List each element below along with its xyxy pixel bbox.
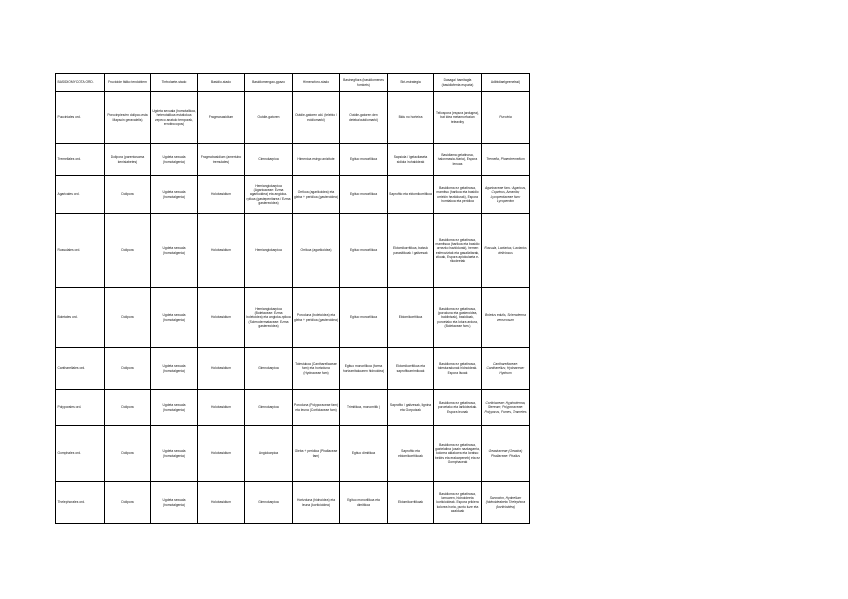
table-cell: Tolestukoa (Cantharellaceae fam) eta hortzduna (Hydnaceae fam) bbox=[293, 348, 340, 390]
table-row bbox=[56, 92, 530, 144]
table-cell: Ugdeta sexuala (homotalgenia) bbox=[151, 144, 198, 176]
header-cell: Stri-estrategia bbox=[388, 74, 434, 92]
table-cell: Holobasidium bbox=[198, 426, 245, 482]
table-cell: Basidioma ez gelatinosa, larruaren, hidnoideeta korticioideak. Espora prikiera kolorea horia, puntu luze eta azalduak bbox=[434, 482, 482, 524]
row-order-name: Thelephorales ord. bbox=[56, 482, 105, 524]
table-cell: Hemiangiokarpioa bbox=[245, 214, 293, 288]
table-cell: Ugdeta sexuala (homotalgenia) bbox=[151, 482, 198, 524]
table-cell: Hemiangiokarpioa (Boletaceae: Ezma boletoidea) eta angioka-rpikoa (Sclerodermataceae: Ezma gastereoidea) bbox=[245, 288, 293, 348]
table-cell: Basidioma ez gelatinosa, tolesturadunak hidnoideak. Espora lisoak bbox=[434, 348, 482, 390]
table-cell: Gleba + peridioa (Phallaceae fam) bbox=[293, 426, 340, 482]
header-cell: Adibidiaelgeenelssi) bbox=[482, 74, 530, 92]
header-cell: Tirrbolaete-stado bbox=[151, 74, 198, 92]
table-cell: Ugdeta sexuala (homotalgenia) bbox=[151, 426, 198, 482]
table-cell: Bidu no horteixa bbox=[388, 92, 434, 144]
table-cell: Outdie-gatoren bbox=[245, 92, 293, 144]
table-row bbox=[56, 288, 530, 348]
table-cell: Gimnokarpioa bbox=[245, 482, 293, 524]
table-cell: Puccinia bbox=[482, 92, 530, 144]
table-cell: Egituo dimitikoa bbox=[340, 426, 388, 482]
table-cell: Dolipora bbox=[105, 482, 151, 524]
table-cell: Himenioa estrgo anizitute bbox=[293, 144, 340, 176]
table-cell: Ugdeta sexuala (homotalgenia) bbox=[151, 176, 198, 214]
header-cell: Basidio-stado bbox=[198, 74, 245, 92]
table-cell: Fragmosasidium bbox=[198, 92, 245, 144]
table-cell: Ugdeta sexuala (homotalgenia) bbox=[151, 390, 198, 426]
table-cell: Porccinpies/en dolipco-esta Mapscin geravalelis) bbox=[105, 92, 151, 144]
table-cell: Outdie-gatoren ald. (telebio / ecidiomarki) bbox=[293, 92, 340, 144]
table-cell: Ektomikorritikoa bbox=[388, 288, 434, 348]
table-cell: Egituo monorilikoa (forma hortzarritakoaren hidnoidea) bbox=[340, 348, 388, 390]
table-row bbox=[56, 482, 530, 524]
table-cell: Holobasidium bbox=[198, 348, 245, 390]
table-cell: Ektomikorritikoak bbox=[388, 482, 434, 524]
table-row bbox=[56, 214, 530, 288]
table-cell: Sarcodon, Hydnellum (hidnoideabeta Thelephora (korticioidea) bbox=[482, 482, 530, 524]
table-cell: Basidiama gelatinosa, halonmasia /daria), Espora lenuas bbox=[434, 144, 482, 176]
header-cell: Basidiomengao-gpazo bbox=[245, 74, 293, 92]
table-cell: Dolipora (parentosoma kenisiabetes) bbox=[105, 144, 151, 176]
header-cell-order: BASIDIOMYCOTA ORD. bbox=[56, 74, 105, 92]
table-cell: Dolipora bbox=[105, 176, 151, 214]
table-cell: Egituo monorilikoa bbox=[340, 144, 388, 176]
table-cell: Basidioma ez gelatinosa, gaztelalina (usain nazkagarria, kolorea aldakorra eta loratsu: beldrs eta erakarpeneb) eta ez Gomphaceak bbox=[434, 426, 482, 482]
table-cell: Boletus edulis, Scleroderma verrucosum bbox=[482, 288, 530, 348]
table-row bbox=[56, 390, 530, 426]
table-cell: Gimnokarpioa bbox=[245, 348, 293, 390]
table-cell: Orrikoa (agarikoidea) bbox=[293, 214, 340, 288]
row-order-name: Gomphales ord. bbox=[56, 426, 105, 482]
table-cell: Dolipora bbox=[105, 214, 151, 288]
table-cell: Basidioma ez gelatinosa, mamitsu (harikoa eta basidio orriekin hezkidurak), Espora homtakoa eta peridioa bbox=[434, 176, 482, 214]
header-cell: Himenoforo-stado bbox=[293, 74, 340, 92]
table-cell: Basidioma ez gelatinosa, (poroduna eta gasteroidea, baldintzak), basidioak, poroetako eta lotura ardura, (Boletaceae fam.) bbox=[434, 288, 482, 348]
table-cell: Holobasidium bbox=[198, 390, 245, 426]
taxonomy-table bbox=[55, 73, 530, 524]
table-cell: Dolipora bbox=[105, 390, 151, 426]
table-cell: Ugdeta sexuala (homotalikoa, heterotalikoa estutiokoa zepeco anatulo temporak, errotirocopos) bbox=[151, 92, 198, 144]
table-row bbox=[56, 426, 530, 482]
table-cell: Dolipora bbox=[105, 348, 151, 390]
table-cell: Holobasidium bbox=[198, 176, 245, 214]
header-cell: Dasaga/ hamitagfa (basidiofenta espuria) bbox=[434, 74, 482, 92]
row-order-name: Cantharellales ord. bbox=[56, 348, 105, 390]
table-cell: Geastraceae (Geastra) Phallaceae: Phallus bbox=[482, 426, 530, 482]
table-cell: Outdie-gatoren den deteka/outdiomarki) bbox=[340, 92, 388, 144]
table-row bbox=[56, 176, 530, 214]
table-cell: Cantharellaceae: Cantharellus; Hydnaceae: Hydnum bbox=[482, 348, 530, 390]
table-cell: Holobasidium bbox=[198, 214, 245, 288]
table-cell: Ugdeta sexuala (homotalgenia) bbox=[151, 288, 198, 348]
row-order-name: Polyporales ord. bbox=[56, 390, 105, 426]
table-cell: Orrikoa (agarikoidea) eta gleba + peridioa (gasteroidea) bbox=[293, 176, 340, 214]
table-cell: Saprofito eta ektomikorritikoak bbox=[388, 426, 434, 482]
table-cell: Saprofito eta ektomikorritikoa bbox=[388, 176, 434, 214]
row-order-name: Pucciniales ord. bbox=[56, 92, 105, 144]
table-cell: Holobasidium bbox=[198, 482, 245, 524]
table-cell: Teliospora (espura jardugea), bat idea metamorfozian teleaxiby bbox=[434, 92, 482, 144]
table-cell: Fragmobasidium (ameriubo tremulales) bbox=[198, 144, 245, 176]
table-cell: Angiokarpioa bbox=[245, 426, 293, 482]
row-order-name: Russulales ord. bbox=[56, 214, 105, 288]
table-cell: Agaricaceae fam.: Agaricus, Coprinus, Amanita; Lycoperdaceae fam: Lycoperdon bbox=[482, 176, 530, 214]
row-order-name: Tremellales ord. bbox=[56, 144, 105, 176]
row-order-name: Boletales ord. bbox=[56, 288, 105, 348]
table-cell: Sapsiola / igelacilaseta sidiola /ruhaiddeak bbox=[388, 144, 434, 176]
table-cell: Cimnokarpioa bbox=[245, 144, 293, 176]
table-row bbox=[56, 144, 530, 176]
table-cell: Hortzduna (hidnoidea) eta leuna (korticioidea) bbox=[293, 482, 340, 524]
table-cell: Ektomikorritikoa, batzuk parasitikoak / gaitzesak bbox=[388, 214, 434, 288]
table-cell: Ugdeta sexuala (homotalgenia) bbox=[151, 348, 198, 390]
header-row bbox=[56, 74, 530, 92]
table-cell: Corticiaceae: Hyphoderma, Stereum; Polyporaceae: Polyporus, Fomes, Trametes bbox=[482, 390, 530, 426]
header-cell: Basinegfiora (basidiomenes fomkets) bbox=[340, 74, 388, 92]
row-order-name: Agaricales ord. bbox=[56, 176, 105, 214]
table-cell: Egituo monorilikoa eta dimitikoa bbox=[340, 482, 388, 524]
table-cell: Gimnokarpioa bbox=[245, 390, 293, 426]
table-cell: Dolipora bbox=[105, 426, 151, 482]
table-cell: Holobasidium bbox=[198, 288, 245, 348]
table-cell: Poroduna (boletoidea) eta gleba + peridioa (gasteroidea) bbox=[293, 288, 340, 348]
table-cell: Hemiangiokarpioa (Agaricaceae: Ezma agarikoidea) eta angioka-rpikoa (gastepenitarea / Ezma gastereoidea) bbox=[245, 176, 293, 214]
table-cell: Dolipora bbox=[105, 288, 151, 348]
table-cell: Egituo monorilikoa bbox=[340, 288, 388, 348]
table-body bbox=[56, 92, 530, 524]
table-cell: Trimitikoa, monomitik ) bbox=[340, 390, 388, 426]
table-cell: Poroduna (Polyporaceae fam) eta leuna (Corticiaceae fam) bbox=[293, 390, 340, 426]
table-cell: Ugdeta sexuala (homotalgenia) bbox=[151, 214, 198, 288]
table-cell: Russula, Lactarius; Lactarius deliciosus bbox=[482, 214, 530, 288]
table-cell: Egituo monorilikoa bbox=[340, 176, 388, 214]
table-cell: Tremella, Phaeotremellum bbox=[482, 144, 530, 176]
table-cell: Egituo monorilikoa bbox=[340, 214, 388, 288]
header-cell: Fructoide fáliko tendoblem bbox=[105, 74, 151, 92]
table-cell: Ektomikorritikoa eta saprofitoarrimikoak bbox=[388, 348, 434, 390]
table-cell: Basidioma ez gelatinosa, poroetako eta larikidezkak. Espora leunak bbox=[434, 390, 482, 426]
table-row bbox=[56, 348, 530, 390]
table-cell: Saprofito / gaitzesak, lignina eta Gorputzak bbox=[388, 390, 434, 426]
table-cell: Basidioma ez gelatinosa, mamitsua (harikoa eta basidio ornezko hazkidurak), hemen esferoziztak eta gasalizitarak, zikoak, Espora apiokulaeta e-rikodeetak bbox=[434, 214, 482, 288]
